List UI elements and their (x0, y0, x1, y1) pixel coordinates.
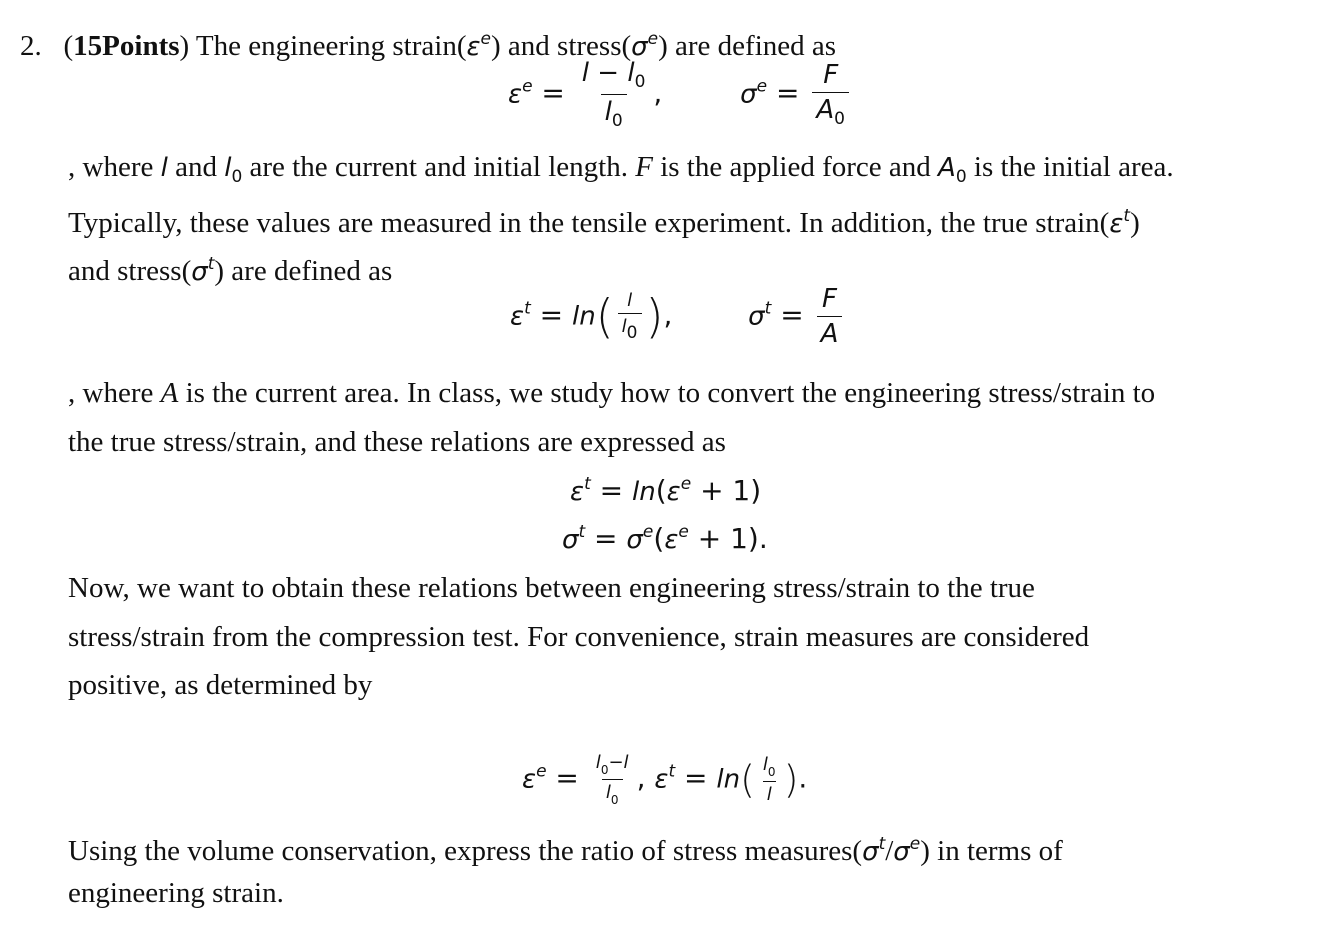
where-line-1: , where l and $l_0$ are the current and initial length. F is the applied force and $A_0$ is the initial area. (68, 151, 1174, 187)
compression-strain-fraction: $\frac{l_0-l}{l_0}$ (595, 752, 629, 807)
compression-definitions: $\varepsilon^e$ = $\frac{l_0-l}{l_0}$ , $\varepsilon^t = \ln$( $\frac{l_0}{l}$ ). (522, 752, 808, 807)
compression-true-fraction: $\frac{l_0}{l}$ (762, 754, 776, 805)
stress-fraction: $\frac{F}{A_0}$ (812, 60, 849, 129)
true-stress-fraction: $\frac{F}{A}$ (817, 284, 843, 349)
compression-line: stress/strain from the compression test. For convenience, strain measures are considered (68, 621, 1090, 653)
true-definitions: $\varepsilon^t = \ln$( $\frac{l}{l0}$ ), $\sigma^t$ = $\frac{F}{A}$ (510, 284, 846, 349)
now-line: Now, we want to obtain these relations between engineering stress/strain to the true (68, 572, 1035, 604)
true-strain-fraction: $\frac{l}{l0}$ (618, 290, 642, 343)
strain-fraction: $\frac{l - l_0}{l_0}$ (581, 58, 646, 131)
problem-heading-line: 2. (15Points) The engineering $strain(\varepsilon^e)$ and $stress(\sigma^e)$ are defined as (20, 29, 837, 62)
intro-text: The engineering strain( (195, 30, 467, 62)
problem-number: 2. (20, 30, 42, 62)
relation-strain: $\varepsilon^t = \ln(\varepsilon^e + 1)$ (570, 474, 762, 507)
stress-defined-line: and $stress(\sigma^t)$ are defined as (68, 254, 393, 287)
relations-intro-line: the true stress/strain, and these relations are expressed as (68, 426, 726, 458)
engineering-definitions: $\varepsilon^e$ = $\frac{l - l_0}{l_0}$ , $\sigma^e$ = $\frac{F}{A_0}$ (508, 58, 853, 131)
typically-line: Typically, these values are measured in the tensile experiment. In addition, the true $strain(\varepsilon^t)$ (68, 206, 1140, 239)
final-line: engineering strain. (68, 877, 284, 909)
where-line-2: , where A is the current area. In class, we study how to convert the engineering stress/strain to (68, 377, 1156, 409)
volume-conservation-line: Using the volume conservation, express the ratio of stress $measures(\sigma^t/\sigma^e)$ in terms of (68, 834, 1063, 867)
problem-points: (15Points) (63, 30, 190, 62)
relation-stress: $\sigma^t = \sigma^e(\varepsilon^e + 1)$. (562, 522, 768, 555)
positive-line: positive, as determined by (68, 669, 373, 701)
